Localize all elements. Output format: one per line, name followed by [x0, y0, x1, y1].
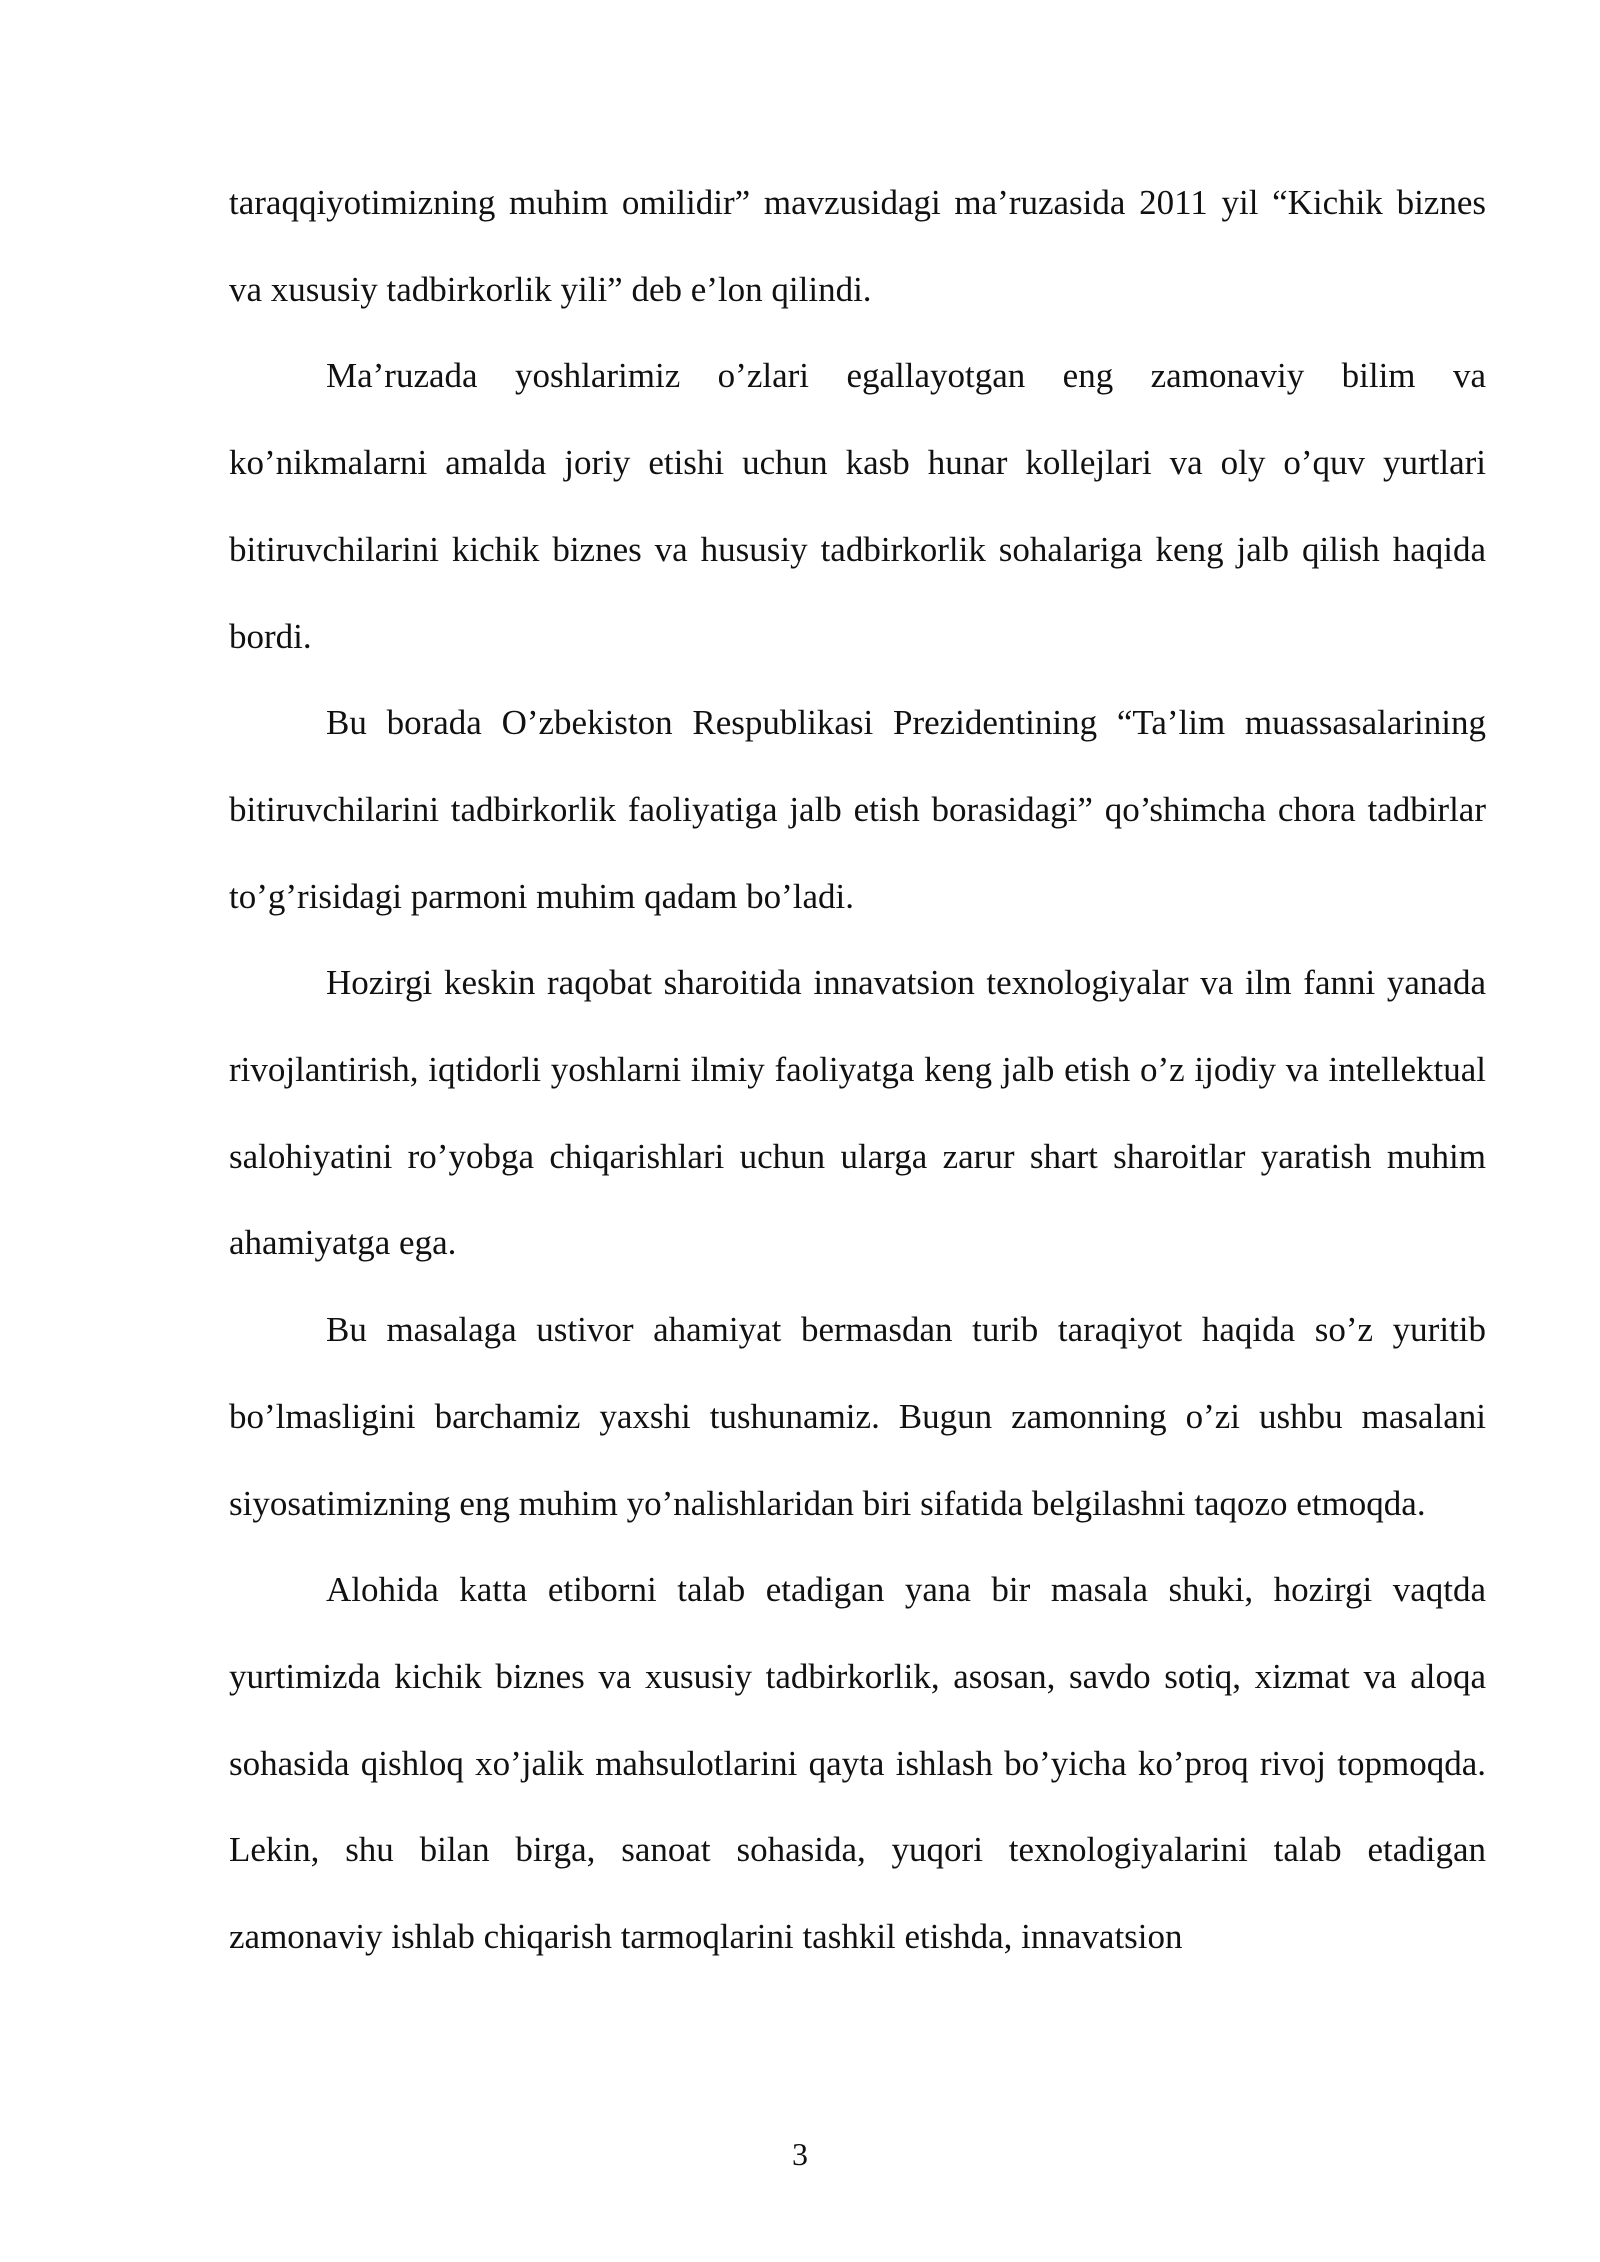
paragraph-priority: Bu masalaga ustivor ahamiyat bermasdan turib taraqiyot haqida so’z yuritib bo’lmasligini barchamiz yaxshi tushunamiz. Bugun zamonning o’zi ushbu masalani siyosatimizning eng muhim yo’nalishlaridan biri sifatida belgilashni taqozo etmoqda. — [229, 1310, 1486, 1523]
page-body — [229, 160, 1486, 1981]
page-number: 3 — [792, 2136, 808, 2172]
paragraph-decree: Bu borada O’zbekiston Respublikasi Prezidentining “Ta’lim muassasalarining bitiruvchilarini tadbirkorlik faoliyatiga jalb etish borasidagi” qo’shimcha chora tadbirlar to’g’risidagi parmoni muhim qadam bo’ladi. — [229, 703, 1486, 916]
paragraph-attention: Alohida katta etiborni talab etadigan yana bir masala shuki, hozirgi vaqtda yurtimizda kichik biznes va xususiy tadbirkorlik, asosan, savdo sotiq, xizmat va aloqa sohasida qishloq xo’jalik mahsulotlarini qayta ishlash bo’yicha ko’proq rivoj topmoqda. Lekin, shu bilan birga, sanoat sohasida, yuqori texnologiyalarini talab etadigan zamonaviy ishlab chiqarish tarmoqlarini tashkil etishda, innavatsion — [229, 1570, 1486, 1957]
paragraph-competition: Hozirgi keskin raqobat sharoitida innavatsion texnologiyalar va ilm fanni yanada rivojlantirish, iqtidorli yoshlarni ilmiy faoliyatga keng jalb etish o’z ijodiy va intellektual salohiyatini ro’yobga chiqarishlari uchun ularga zarur shart sharoitlar yaratish muhim ahamiyatga ega. — [229, 963, 1486, 1263]
paragraph-continuation: taraqqiyotimizning muhim omilidir” mavzusidagi ma’ruzasida 2011 yil “Kichik biznes va xususiy tadbirkorlik yili” deb e’lon qilindi. — [229, 183, 1486, 309]
paragraph-lecture: Ma’ruzada yoshlarimiz o’zlari egallayotgan eng zamonaviy bilim va ko’nikmalarni amalda joriy etishi uchun kasb hunar kollejlari va oly o’quv yurtlari bitiruvchilarini kichik biznes va hususiy tadbirkorlik sohalariga keng jalb qilish haqida bordi. — [229, 356, 1486, 656]
